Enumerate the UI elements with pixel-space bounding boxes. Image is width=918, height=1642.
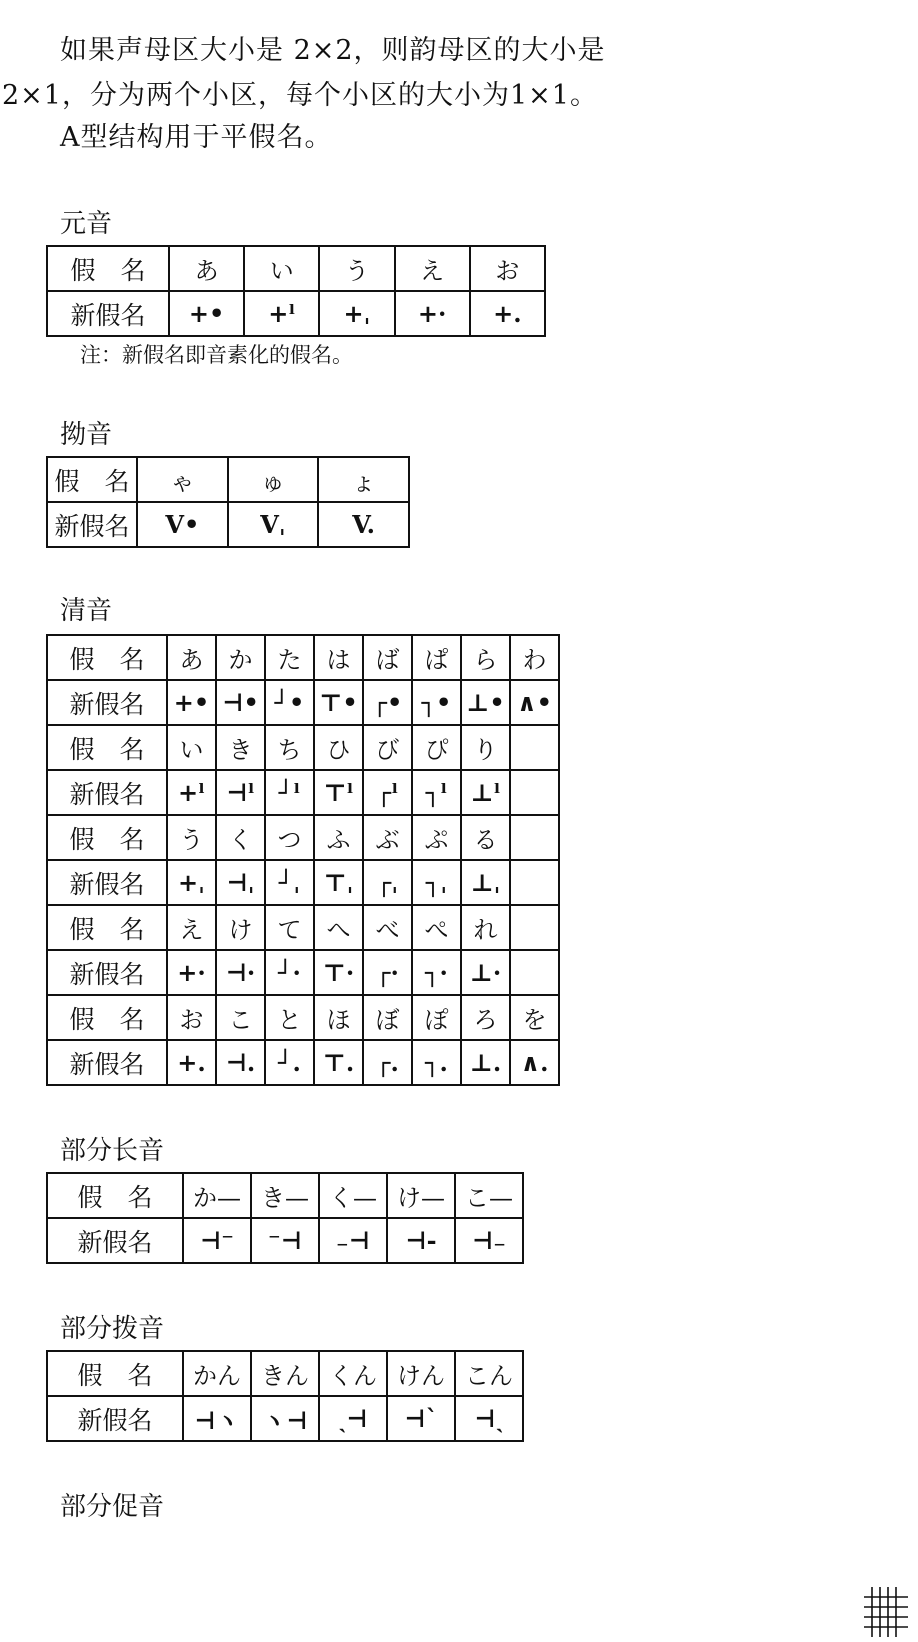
kana-cell: ば — [363, 635, 412, 680]
new-kana-cell: ⊤• — [314, 680, 363, 725]
new-kana-cell: ┌ˌ — [363, 860, 412, 905]
kana-cell: くん — [319, 1351, 387, 1396]
table-row — [47, 1351, 523, 1396]
intro-line-3: A型结构用于平假名。 — [60, 122, 333, 153]
kana-cell: ち — [265, 725, 314, 770]
new-kana-cell: ⊣ヽ — [183, 1396, 251, 1441]
new-kana-cell: ⊣⁻ — [183, 1218, 251, 1263]
kana-cell: い — [167, 725, 216, 770]
kana-cell: け— — [387, 1173, 455, 1218]
kana-cell: を — [510, 995, 559, 1040]
kana-cell: ゅ — [228, 457, 319, 502]
new-kana-cell: ┌· — [363, 950, 412, 995]
kana-cell: け — [216, 905, 265, 950]
table-row — [47, 635, 559, 680]
new-kana-cell: ヽ⊣ — [251, 1396, 319, 1441]
hatsuon-table — [46, 1350, 524, 1442]
kana-cell: く— — [319, 1173, 387, 1218]
youon-heading: 拗音 — [60, 420, 113, 450]
new-kana-cell: ┐. — [412, 1040, 461, 1085]
new-kana-label: 新假名 — [47, 1218, 183, 1263]
kana-label: 假 名 — [47, 635, 167, 680]
new-kana-cell: ⊣ˌ — [216, 860, 265, 905]
new-kana-cell: ⊣. — [216, 1040, 265, 1085]
kana-cell: けん — [387, 1351, 455, 1396]
kana-cell: ら — [461, 635, 510, 680]
vowels-heading: 元音 — [60, 209, 113, 239]
new-kana-label: 新假名 — [47, 291, 169, 336]
long-vowels-heading: 部分长音 — [60, 1136, 165, 1166]
kana-cell: わ — [510, 635, 559, 680]
table-row — [47, 905, 559, 950]
kana-label: 假 名 — [47, 905, 167, 950]
table-row — [47, 502, 409, 547]
kana-label: 假 名 — [47, 815, 167, 860]
new-kana-cell: ⊣· — [216, 950, 265, 995]
new-kana-cell: V• — [137, 502, 228, 547]
new-kana-cell: ⊥ˡ — [461, 770, 510, 815]
table-row — [47, 860, 559, 905]
kana-cell: た — [265, 635, 314, 680]
table-row — [47, 995, 559, 1040]
kana-cell: ほ — [314, 995, 363, 1040]
new-kana-cell: ∧. — [510, 1040, 559, 1085]
hatsuon-heading: 部分拨音 — [60, 1314, 165, 1344]
kana-cell: こ— — [455, 1173, 523, 1218]
youon-table — [46, 456, 410, 548]
new-kana-label: 新假名 — [47, 1040, 167, 1085]
new-kana-cell: ⊣- — [387, 1218, 455, 1263]
new-kana-cell: ⊥ˌ — [461, 860, 510, 905]
new-kana-label: 新假名 — [47, 860, 167, 905]
kana-cell: い — [244, 246, 319, 291]
kana-cell: き— — [251, 1173, 319, 1218]
new-kana-label: 新假名 — [47, 680, 167, 725]
new-kana-cell: ⊥• — [461, 680, 510, 725]
kana-label: 假 名 — [47, 1351, 183, 1396]
kana-cell: きん — [251, 1351, 319, 1396]
new-kana-label: 新假名 — [47, 1396, 183, 1441]
kana-cell: かん — [183, 1351, 251, 1396]
new-kana-cell — [510, 770, 559, 815]
kana-cell: ぺ — [412, 905, 461, 950]
table-row — [47, 950, 559, 995]
kana-cell — [510, 905, 559, 950]
new-kana-cell: ⊤ˌ — [314, 860, 363, 905]
kana-cell: べ — [363, 905, 412, 950]
new-kana-cell: ⊤· — [314, 950, 363, 995]
new-kana-cell: ⊣• — [216, 680, 265, 725]
new-kana-cell: +. — [470, 291, 545, 336]
kana-label: 假 名 — [47, 1173, 183, 1218]
kana-cell: お — [470, 246, 545, 291]
table-row — [47, 725, 559, 770]
kana-cell: こん — [455, 1351, 523, 1396]
kana-cell: ょ — [318, 457, 409, 502]
grid-mark-icon — [862, 1585, 910, 1639]
new-kana-cell: ⊣ˎ — [455, 1396, 523, 1441]
new-kana-cell: +ˌ — [167, 860, 216, 905]
kana-cell: う — [167, 815, 216, 860]
kana-cell: ぱ — [412, 635, 461, 680]
kana-cell: こ — [216, 995, 265, 1040]
long-vowels-table — [46, 1172, 524, 1264]
kana-cell: ひ — [314, 725, 363, 770]
new-kana-cell: ⊣ˡ — [216, 770, 265, 815]
table-row — [47, 680, 559, 725]
new-kana-cell: ⊥. — [461, 1040, 510, 1085]
new-kana-cell: ⊥· — [461, 950, 510, 995]
kana-cell: ぽ — [412, 995, 461, 1040]
kana-cell: つ — [265, 815, 314, 860]
new-kana-cell: ┐ˡ — [412, 770, 461, 815]
new-kana-cell: ⊤ˡ — [314, 770, 363, 815]
kana-cell: り — [461, 725, 510, 770]
kana-cell: ぼ — [363, 995, 412, 1040]
new-kana-cell: ⊣₋ — [455, 1218, 523, 1263]
new-kana-cell: ∧• — [510, 680, 559, 725]
kana-cell — [510, 725, 559, 770]
table-row — [47, 291, 545, 336]
kana-cell: び — [363, 725, 412, 770]
new-kana-cell: ┘· — [265, 950, 314, 995]
kana-cell: れ — [461, 905, 510, 950]
intro-line-2: 2×1，分为两个小区，每个小区的大小为1×1。 — [2, 80, 598, 111]
sokuon-heading: 部分促音 — [60, 1492, 165, 1522]
new-kana-cell: ┐· — [412, 950, 461, 995]
kana-cell: お — [167, 995, 216, 1040]
new-kana-cell: ┌ˡ — [363, 770, 412, 815]
new-kana-cell: ┘ˌ — [265, 860, 314, 905]
new-kana-cell: Vˌ — [228, 502, 319, 547]
new-kana-cell: ₋⊣ — [319, 1218, 387, 1263]
kana-label: 假 名 — [47, 725, 167, 770]
kana-cell: え — [395, 246, 470, 291]
table-row — [47, 1218, 523, 1263]
kana-cell: あ — [169, 246, 244, 291]
kana-cell: う — [319, 246, 394, 291]
new-kana-label: 新假名 — [47, 770, 167, 815]
table-row — [47, 1396, 523, 1441]
kana-cell: ぷ — [412, 815, 461, 860]
kana-cell: る — [461, 815, 510, 860]
new-kana-cell — [510, 860, 559, 905]
new-kana-cell: ˎ⊣ — [319, 1396, 387, 1441]
new-kana-cell: +• — [167, 680, 216, 725]
kana-cell: あ — [167, 635, 216, 680]
new-kana-cell: +· — [167, 950, 216, 995]
new-kana-cell: ⊣ˋ — [387, 1396, 455, 1441]
new-kana-cell: ⊤. — [314, 1040, 363, 1085]
kana-cell: ろ — [461, 995, 510, 1040]
kana-cell: ぴ — [412, 725, 461, 770]
new-kana-cell: +ˡ — [244, 291, 319, 336]
kana-label: 假 名 — [47, 246, 169, 291]
new-kana-cell: +ˡ — [167, 770, 216, 815]
new-kana-cell: ┐ˌ — [412, 860, 461, 905]
new-kana-cell: +• — [169, 291, 244, 336]
kana-label: 假 名 — [47, 457, 137, 502]
kana-cell: は — [314, 635, 363, 680]
new-kana-cell: V. — [318, 502, 409, 547]
kana-cell — [510, 815, 559, 860]
kana-cell: ふ — [314, 815, 363, 860]
new-kana-cell — [510, 950, 559, 995]
table-row — [47, 457, 409, 502]
table-row — [47, 1173, 523, 1218]
new-kana-cell: +ˌ — [319, 291, 394, 336]
new-kana-label: 新假名 — [47, 502, 137, 547]
new-kana-label: 新假名 — [47, 950, 167, 995]
kana-cell: か— — [183, 1173, 251, 1218]
new-kana-cell: +· — [395, 291, 470, 336]
new-kana-cell: ┘. — [265, 1040, 314, 1085]
kana-cell: え — [167, 905, 216, 950]
table-row — [47, 246, 545, 291]
kana-cell: か — [216, 635, 265, 680]
vowels-table — [46, 245, 546, 337]
kana-cell: と — [265, 995, 314, 1040]
seion-heading: 清音 — [60, 596, 113, 626]
new-kana-cell: ┐• — [412, 680, 461, 725]
table-row — [47, 1040, 559, 1085]
kana-cell: て — [265, 905, 314, 950]
kana-cell: ゃ — [137, 457, 228, 502]
kana-cell: へ — [314, 905, 363, 950]
intro-line-1: 如果声母区大小是 2×2，则韵母区的大小是 — [60, 35, 606, 66]
kana-cell: く — [216, 815, 265, 860]
kana-label: 假 名 — [47, 995, 167, 1040]
table-row — [47, 815, 559, 860]
new-kana-cell: ┘ˡ — [265, 770, 314, 815]
new-kana-cell: ┌• — [363, 680, 412, 725]
new-kana-cell: ┘• — [265, 680, 314, 725]
new-kana-cell: +. — [167, 1040, 216, 1085]
new-kana-cell: ┌. — [363, 1040, 412, 1085]
kana-cell: ぶ — [363, 815, 412, 860]
kana-cell: き — [216, 725, 265, 770]
vowels-note: 注：新假名即音素化的假名。 — [80, 343, 353, 367]
new-kana-cell: ⁻⊣ — [251, 1218, 319, 1263]
table-row — [47, 770, 559, 815]
seion-table — [46, 634, 560, 1086]
